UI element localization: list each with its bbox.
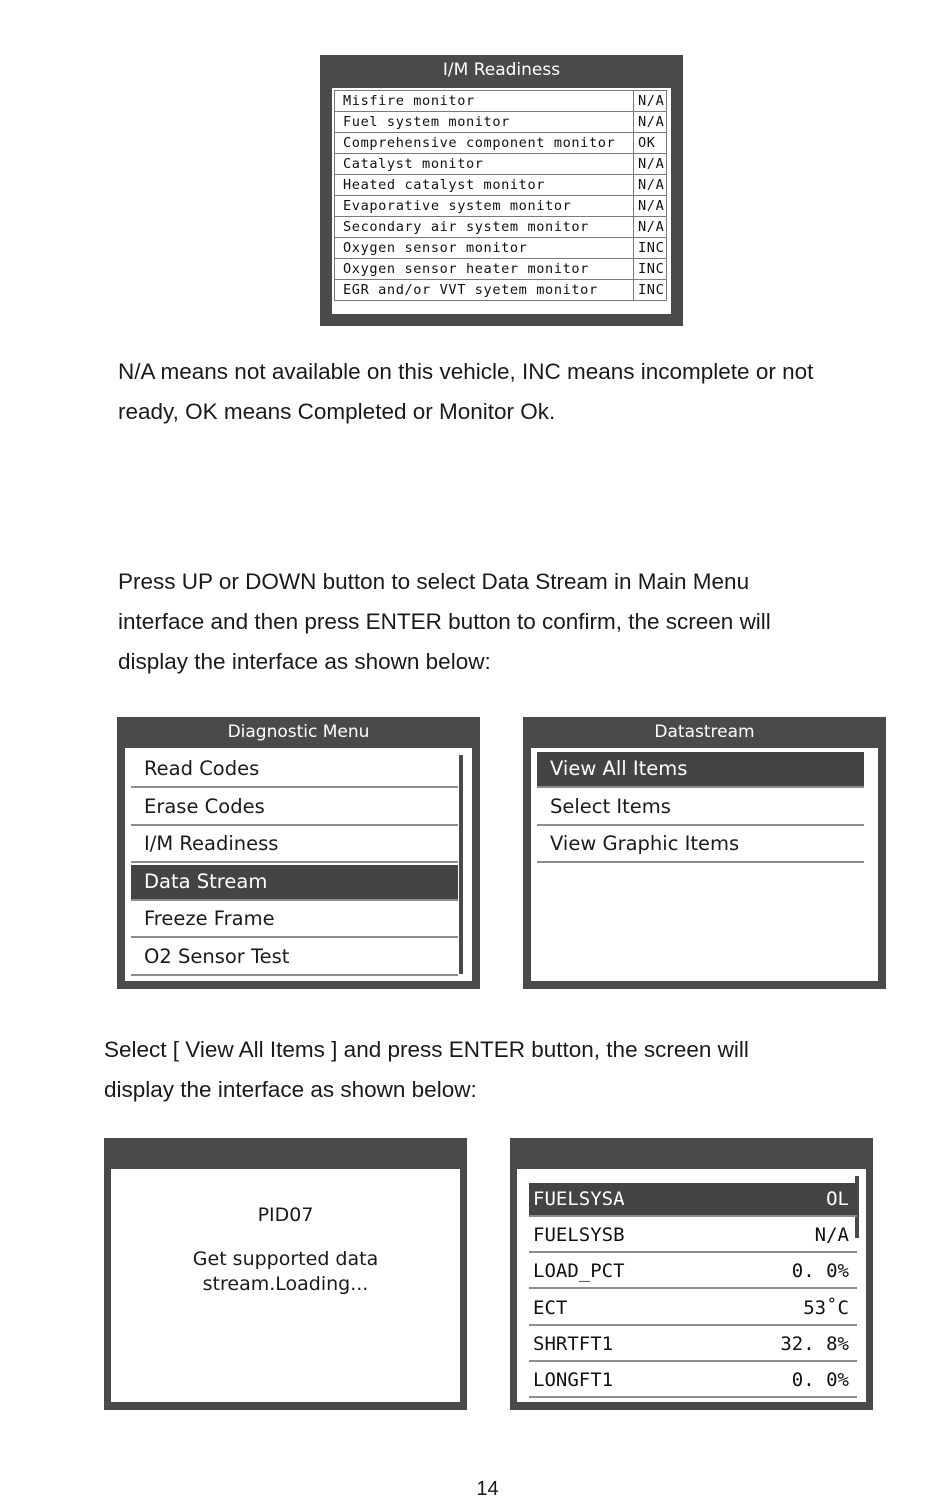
im-readiness-table — [334, 90, 667, 301]
diagnostic-menu-panel — [125, 748, 472, 981]
im-readiness-row — [335, 259, 667, 280]
monitor-name: Secondary air system monitor — [335, 217, 634, 238]
instruction-line-1: Press UP or DOWN button to select Data Stream in Main Menu — [118, 569, 750, 594]
pid-value: 53˚C — [803, 1296, 849, 1319]
page-number: 14 — [476, 1478, 499, 1500]
loading-panel — [111, 1169, 460, 1402]
monitor-status: INC — [634, 238, 667, 259]
pid-name: LOAD_PCT — [533, 1260, 625, 1283]
pid-name: LONGFT1 — [533, 1369, 614, 1391]
data-list-row[interactable] — [529, 1328, 857, 1362]
monitor-name: Comprehensive component monitor — [335, 133, 634, 154]
monitor-name: Fuel system monitor — [335, 112, 634, 133]
im-readiness-row — [335, 175, 667, 196]
monitor-status: N/A — [634, 217, 667, 238]
data-list-row[interactable] — [529, 1219, 857, 1253]
data-list-panel — [517, 1169, 866, 1402]
diagnostic-menu-item-o2-sensor-test[interactable]: O2 Sensor Test — [131, 940, 458, 976]
loading-message-line-1: Get supported data — [192, 1248, 379, 1270]
select-paragraph — [104, 1030, 749, 1110]
monitor-status: N/A — [634, 175, 667, 196]
im-readiness-row — [335, 133, 667, 154]
monitor-status: OK — [634, 133, 667, 154]
diagnostic-menu-scrollbar[interactable] — [459, 755, 463, 974]
datastream-menu-panel — [531, 748, 878, 981]
instruction-line-2: interface and then press ENTER button to confirm, the screen will — [118, 609, 771, 634]
im-readiness-row — [335, 217, 667, 238]
select-line-1: Select [ View All Items ] and press ENTER button, the screen will — [104, 1037, 749, 1062]
monitor-status: N/A — [634, 112, 667, 133]
diagnostic-menu-item-read-codes[interactable]: Read Codes — [131, 752, 458, 788]
im-readiness-panel — [332, 88, 671, 314]
datastream-menu-item-select-items[interactable]: Select Items — [537, 790, 864, 826]
pid-name: FUELSYSB — [533, 1224, 625, 1247]
diagnostic-menu-item-i-m-readiness[interactable]: I/M Readiness — [131, 827, 458, 863]
monitor-name: Oxygen sensor heater monitor — [335, 259, 634, 280]
data-list-row[interactable] — [529, 1183, 857, 1217]
diagnostic-menu-screen — [117, 717, 480, 989]
data-list-row[interactable] — [529, 1255, 857, 1289]
data-list-row[interactable] — [529, 1364, 857, 1398]
diagnostic-menu-item-freeze-frame[interactable]: Freeze Frame — [131, 902, 458, 938]
legend-line-1: N/A means not available on this vehicle, INC means incomplete or not — [118, 359, 814, 384]
pid-value: 32. 8% — [780, 1332, 849, 1355]
im-readiness-row — [335, 112, 667, 133]
pid-name: SHRTFT1 — [533, 1332, 614, 1355]
im-readiness-screen — [320, 55, 683, 326]
monitor-status: INC — [634, 259, 667, 280]
im-readiness-row — [335, 154, 667, 175]
im-readiness-row — [335, 91, 667, 112]
data-list-row[interactable] — [529, 1292, 857, 1326]
loading-message-line-2: stream.Loading... — [202, 1273, 369, 1295]
datastream-menu-screen — [523, 717, 886, 989]
pid-value: 0. 0% — [791, 1260, 849, 1283]
im-readiness-title: I/M Readiness — [442, 60, 561, 80]
loading-pid: PID07 — [257, 1204, 314, 1226]
pid-value: 0. 0% — [791, 1369, 849, 1391]
instruction-paragraph — [118, 562, 771, 682]
monitor-name: Evaporative system monitor — [335, 196, 634, 217]
datastream-menu-item-view-all-items[interactable]: View All Items — [537, 752, 864, 788]
diagnostic-menu-title: Diagnostic Menu — [227, 722, 370, 742]
pid-name: FUELSYSA — [533, 1188, 625, 1210]
monitor-status: INC — [634, 280, 667, 301]
datastream-menu-item-view-graphic-items[interactable]: View Graphic Items — [537, 827, 864, 863]
legend-line-2: ready, OK means Completed or Monitor Ok. — [118, 399, 556, 424]
monitor-name: Oxygen sensor monitor — [335, 238, 634, 259]
diagnostic-menu-item-erase-codes[interactable]: Erase Codes — [131, 790, 458, 826]
diagnostic-menu-item-data-stream[interactable]: Data Stream — [131, 865, 458, 901]
instruction-line-3: display the interface as shown below: — [118, 649, 491, 674]
monitor-name: Misfire monitor — [335, 91, 634, 112]
data-list-screen — [510, 1138, 873, 1410]
im-readiness-row — [335, 196, 667, 217]
im-readiness-row — [335, 238, 667, 259]
legend-paragraph — [118, 352, 813, 432]
pid-name: ECT — [533, 1296, 568, 1319]
pid-value: N/A — [814, 1224, 849, 1247]
datastream-menu-title: Datastream — [654, 722, 755, 742]
monitor-status: N/A — [634, 91, 667, 112]
monitor-name: Catalyst monitor — [335, 154, 634, 175]
monitor-status: N/A — [634, 196, 667, 217]
monitor-name: Heated catalyst monitor — [335, 175, 634, 196]
monitor-name: EGR and/or VVT syetem monitor — [335, 280, 634, 301]
monitor-status: N/A — [634, 154, 667, 175]
pid-value: OL — [826, 1188, 849, 1210]
select-line-2: display the interface as shown below: — [104, 1077, 477, 1102]
loading-screen — [104, 1138, 467, 1410]
im-readiness-row — [335, 280, 667, 301]
